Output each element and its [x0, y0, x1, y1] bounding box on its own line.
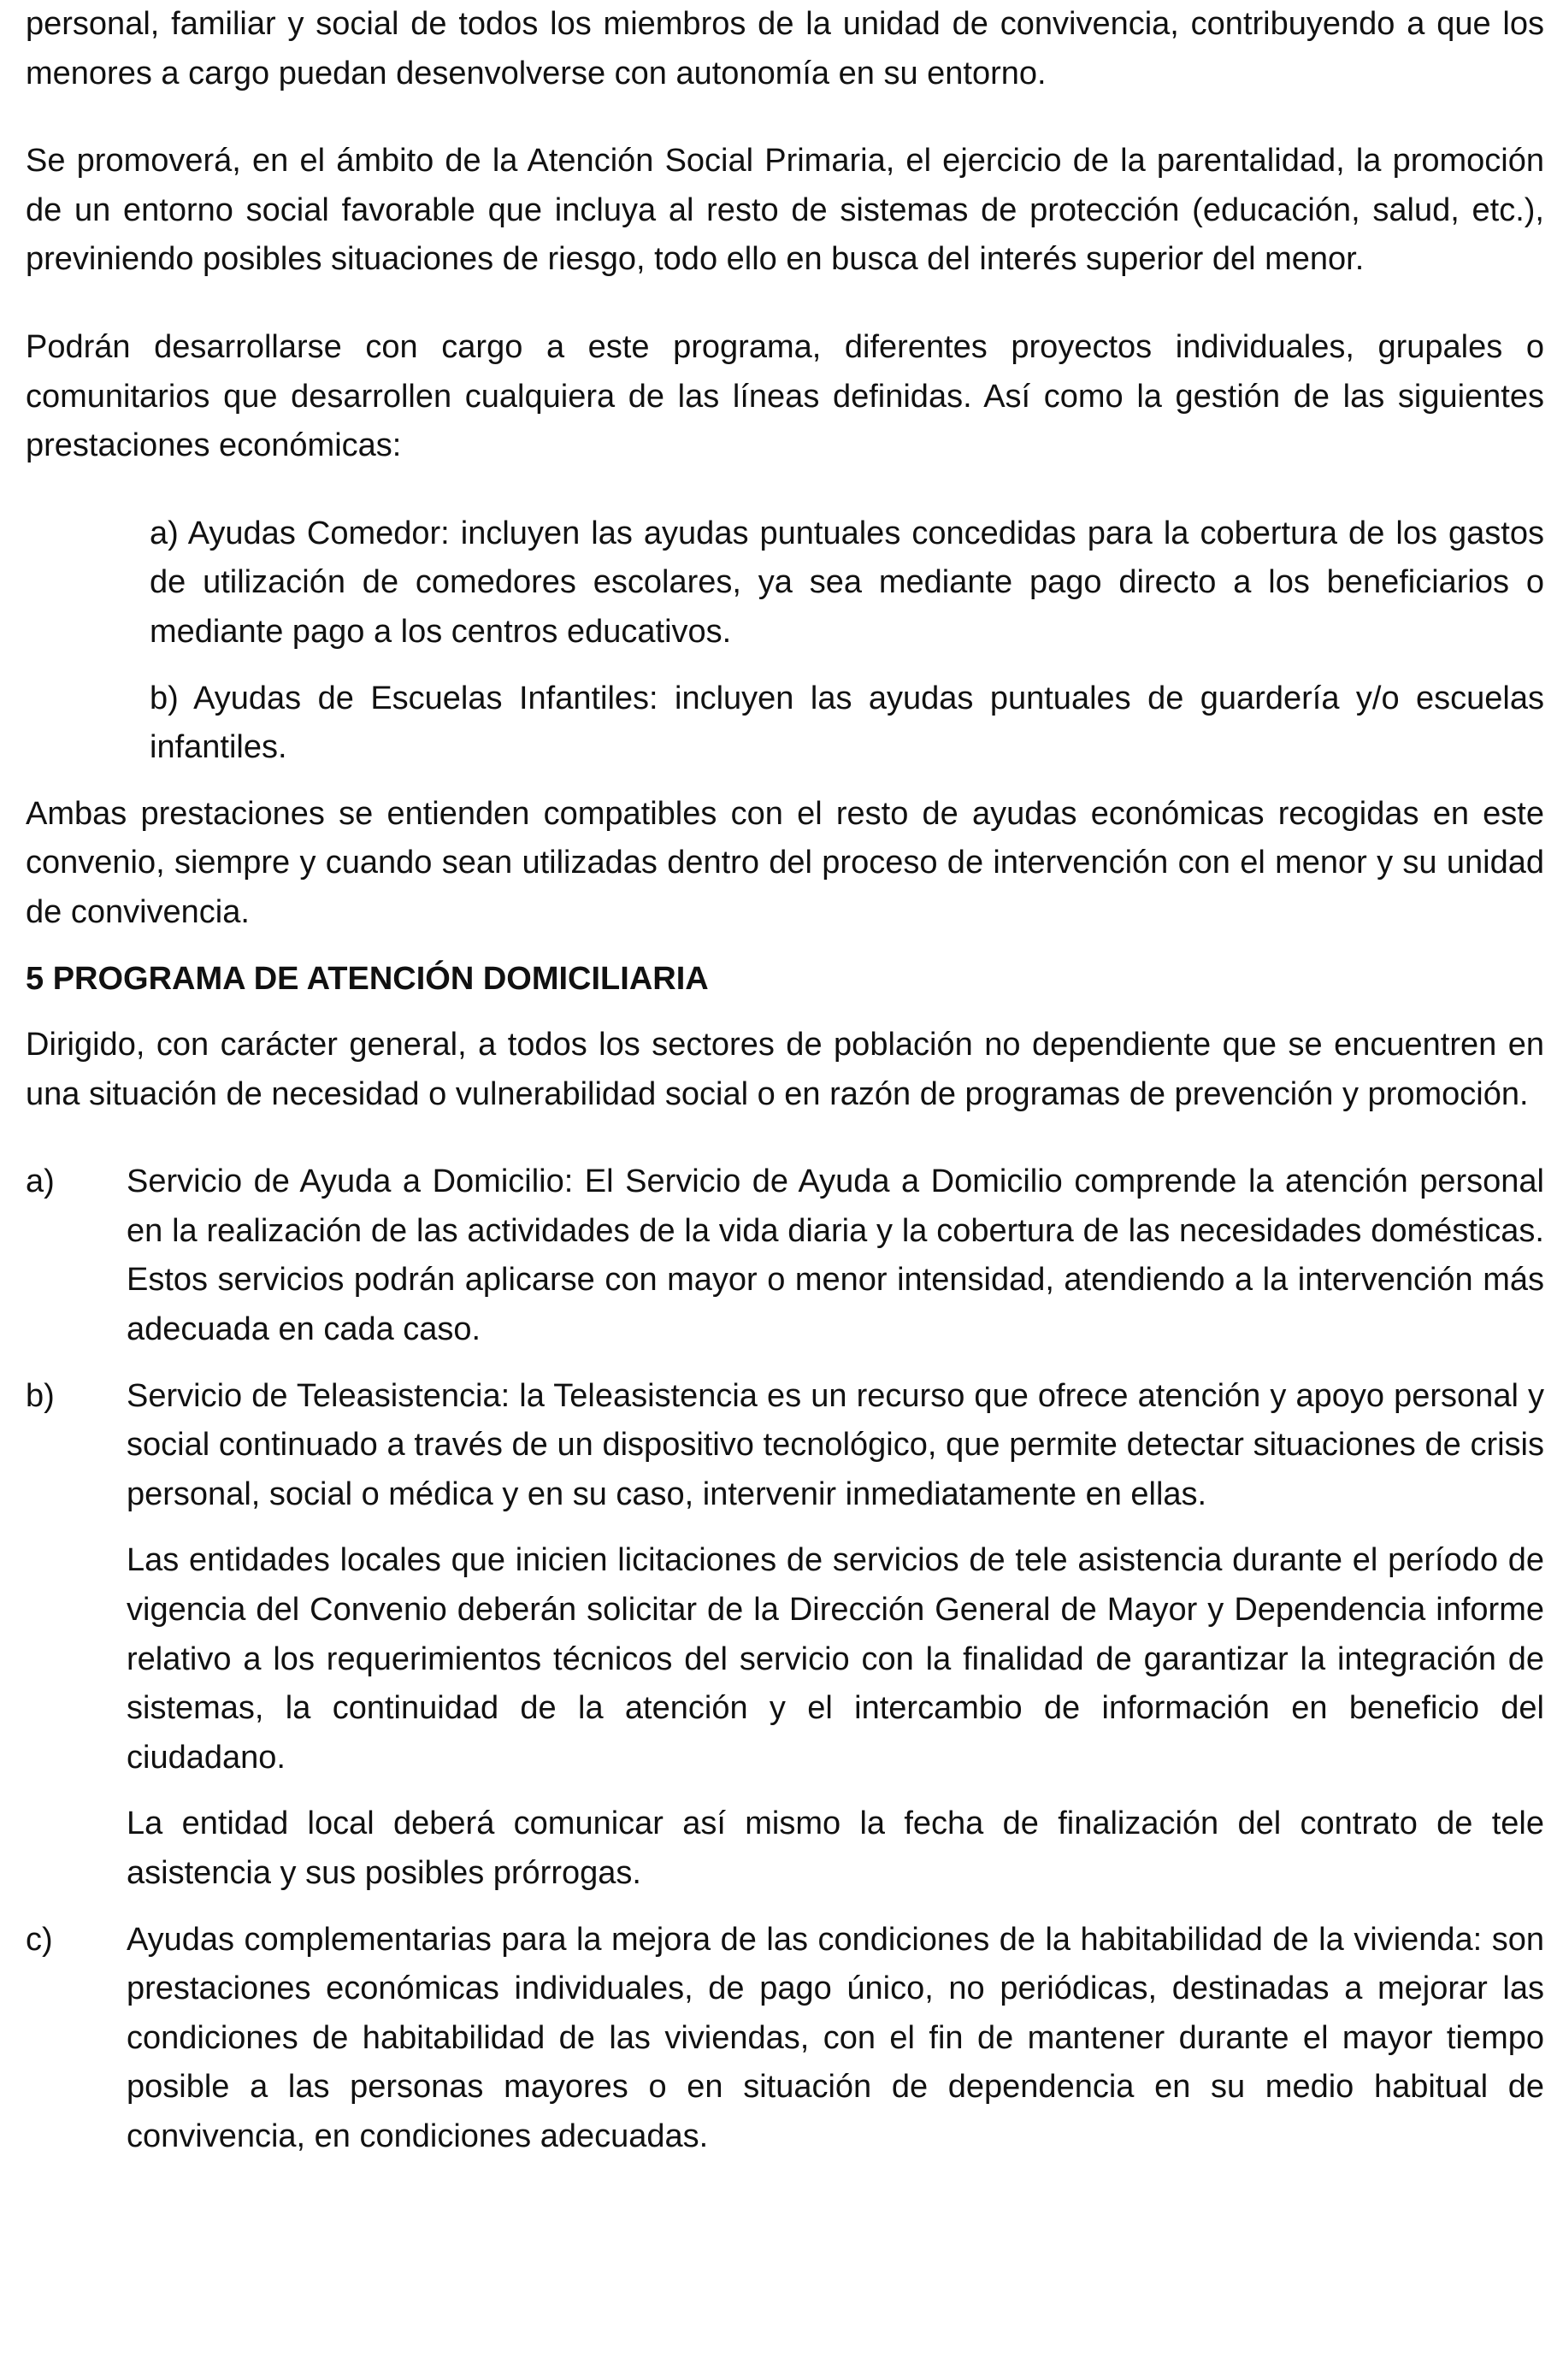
list-marker: c): [26, 1921, 53, 1958]
list-item-habitabilidad: [26, 1916, 1544, 2162]
list-item-paragraph: Las entidades locales que inicien licitaciones de servicios de tele asistencia durante el período de vigencia del Convenio deberán solicitar de la Dirección General de Mayor y Dependencia informe relativo a los requerimientos técnicos del servicio con la finalidad de garantizar la integración de sistemas, la continuidad de la atención y el intercambio de información en beneficio del ciudadano.: [127, 1542, 1544, 1776]
list-item-ayuda-domicilio: [26, 1158, 1544, 1354]
list-item-paragraph: Servicio de Ayuda a Domicilio: El Servicio de Ayuda a Domicilio comprende la atención personal en la realización de las actividades de la vida diaria y la cobertura de las necesidades domésticas. Estos servicios podrán aplicarse con mayor o menor intensidad, atendiendo a la intervención más adecuada en cada caso.: [127, 1163, 1544, 1348]
document-page: [26, 0, 1544, 2179]
list-item-paragraph: Ayudas complementarias para la mejora de las condiciones de la habitabilidad de la vivienda: son prestaciones económicas individuales, de pago único, no periódicas, destinadas a mejorar las condiciones de habitabilidad de las viviendas, con el fin de mantener durante el mayor tiempo posible a las personas mayores o en situación de dependencia en su medio habitual de convivencia, en condiciones adecuadas.: [127, 1921, 1544, 2154]
section-intro-paragraph: Dirigido, con carácter general, a todos los sectores de población no dependiente que se encuentren en una situación de necesidad o vulnerabilidad social o en razón de programas de prevención y promoción.: [26, 1027, 1544, 1112]
parentalidad-paragraph: Se promoverá, en el ámbito de la Atención Social Primaria, el ejercicio de la parentalidad, la promoción de un entorno social favorable que incluya al resto de sistemas de protección (educación, salud, etc.), previniendo posibles situaciones de riesgo, todo ello en busca del interés superior del menor.: [26, 143, 1544, 278]
section-heading: 5 PROGRAMA DE ATENCIÓN DOMICILIARIA: [26, 960, 709, 997]
intro-paragraph: personal, familiar y social de todos los miembros de la unidad de convivencia, contribuyendo a que los menores a cargo puedan desenvolverse con autonomía en su entorno.: [26, 6, 1544, 91]
ambas-paragraph: Ambas prestaciones se entienden compatibles con el resto de ayudas económicas recogidas en este convenio, siempre y cuando sean utilizadas dentro del proceso de intervención con el menor y su unidad de convivencia.: [26, 795, 1544, 930]
list-item-teleasistencia: [26, 1372, 1544, 1899]
list-marker: a): [26, 1163, 55, 1200]
list-item-paragraph: Servicio de Teleasistencia: la Teleasistencia es un recurso que ofrece atención y apoyo personal y social continuado a través de un dispositivo tecnológico, que permite detectar situaciones de crisis personal, social o médica y en su caso, intervenir inmediatamente en ellas.: [127, 1377, 1544, 1512]
list-marker: b): [26, 1377, 55, 1414]
prestacion-comedor: a) Ayudas Comedor: incluyen las ayudas puntuales concedidas para la cobertura de los gastos de utilización de comedores escolares, ya sea mediante pago directo a los beneficiarios o mediante pago a los centros educativos.: [150, 515, 1544, 650]
proyectos-paragraph: Podrán desarrollarse con cargo a este programa, diferentes proyectos individuales, grupales o comunitarios que desarrollen cualquiera de las líneas definidas. Así como la gestión de las siguientes prestaciones económicas:: [26, 328, 1544, 464]
list-item-paragraph: La entidad local deberá comunicar así mismo la fecha de finalización del contrato de tele asistencia y sus posibles prórrogas.: [127, 1806, 1544, 1891]
prestacion-escuelas-infantiles: b) Ayudas de Escuelas Infantiles: incluyen las ayudas puntuales de guardería y/o escuelas infantiles.: [150, 680, 1544, 766]
